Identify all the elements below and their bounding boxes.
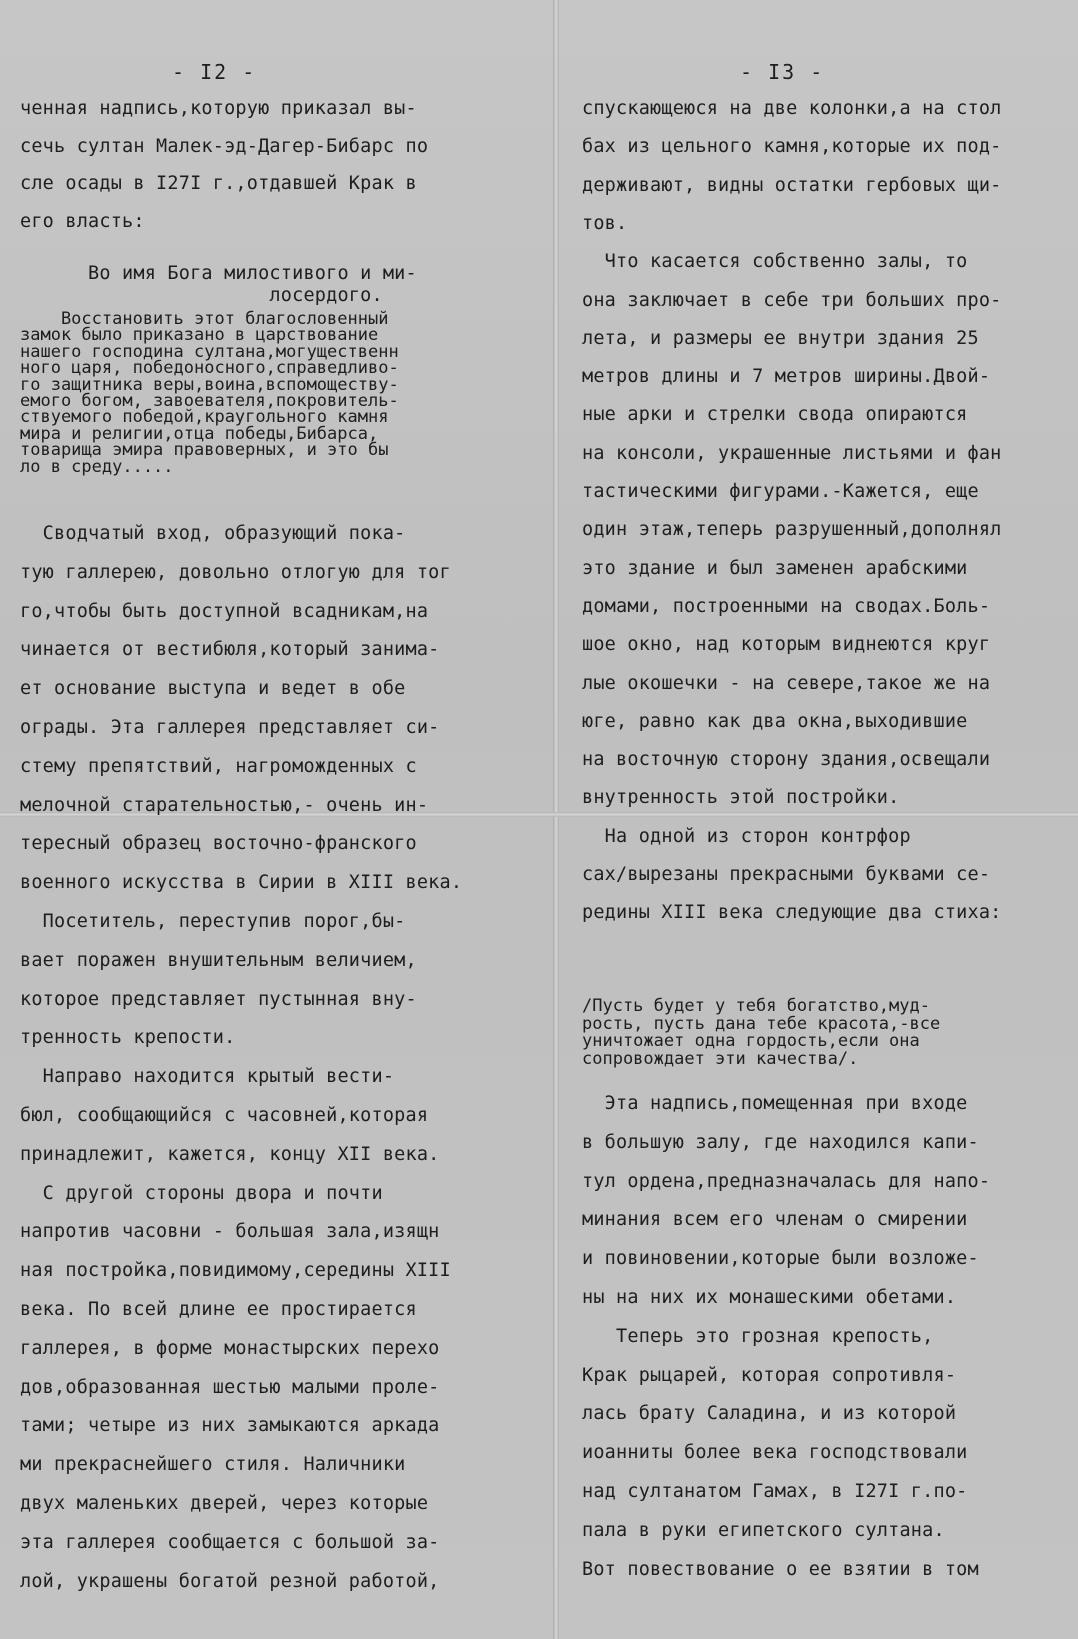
inscription-line: ло в среду..... — [20, 456, 174, 477]
text-line: на восточную сторону здания,освещали — [582, 749, 991, 771]
text-line: минания всем его членам о смирении — [582, 1209, 968, 1231]
text-line: напротив часовни - большая зала,изящн — [20, 1221, 440, 1243]
text-line: домами, построенными на сводах.Боль- — [582, 595, 991, 617]
text-line: принадлежит, кажется, концу XII века. — [20, 1143, 440, 1165]
text-line: тренность крепости. — [20, 1027, 236, 1049]
text-line: двух маленьких дверей, через которые — [20, 1493, 429, 1514]
text-line: Крак рыцарей, которая сопротивля- — [582, 1364, 957, 1386]
verse-line: сопровождает эти качества/. — [582, 1048, 859, 1069]
text-line: его власть: — [20, 210, 145, 232]
text-line: и повиновении,которые были возложе- — [582, 1248, 979, 1270]
text-line: над султанатом Гамах, в I27I г.по- — [582, 1481, 968, 1502]
text-line: тастическими фигурами.-Кажется, еще — [582, 481, 979, 502]
text-line: мелочной старательностью,- очень ин- — [20, 794, 429, 816]
text-line: бах из цельного камня,которые их под- — [582, 136, 1002, 158]
text-line: иоанниты более века господствовали — [582, 1442, 968, 1464]
text-line: Вот повествование о ее взятии в том — [582, 1558, 979, 1580]
text-line: тересный образец восточно-франского — [20, 833, 417, 855]
text-line: дов,образованная шестью малыми проле- — [20, 1376, 440, 1398]
verse-line: рость, пусть дана тебе красота,-все — [582, 1013, 941, 1034]
text-line: бюл, сообщающийся с часовней,которая — [20, 1105, 429, 1126]
text-line: пала в руки египетского султана. — [582, 1519, 945, 1541]
inscription-line: Восстановить этот благословенный — [20, 309, 389, 329]
text-line: Теперь это грозная крепость, — [582, 1325, 934, 1347]
text-line: ет основание выступа и ведет в обе — [20, 678, 406, 700]
text-line: чинается от вестибюля,который занима- — [20, 639, 440, 661]
invocation-line: лосердого. — [20, 285, 383, 306]
text-line: С другой стороны двора и почти — [20, 1182, 383, 1204]
text-line: ные арки и стрелки свода опираются — [582, 404, 968, 426]
inscription-line: товарища эмира правоверных, и это бы — [20, 440, 389, 461]
inscription-line: ствуемого победой,краугольного камня — [20, 407, 389, 428]
text-line: юге, равно как два окна,выходившие — [582, 710, 968, 732]
text-line: Сводчатый вход, образующий пока- — [20, 523, 406, 544]
text-line: тов. — [582, 212, 628, 234]
text-line: один этаж,теперь разрушенный,дополнял — [582, 519, 1002, 541]
text-line: военного искусства в Сирии в XIII века. — [20, 872, 463, 894]
text-line: ми прекраснейшего стиля. Наличники — [20, 1454, 406, 1476]
text-line: тами; четыре из них замыкаются аркада — [20, 1415, 440, 1437]
text-line: лой, украшены богатой резной работой, — [20, 1570, 440, 1592]
right-page — [560, 0, 1078, 1639]
text-line: редины XIII века следующие два стиха: — [582, 902, 1002, 924]
text-line: сечь султан Малек-эд-Дагер-Бибарс по — [20, 135, 429, 157]
inscription-line: мира и религии,отца победы,Бибарса, — [20, 423, 379, 444]
text-line: на консоли, украшенные листьями и фан — [582, 442, 1002, 464]
text-line: Направо находится крытый вести- — [20, 1066, 395, 1088]
text-line: го,чтобы быть доступной всадникам,на — [20, 600, 429, 622]
text-line: сах/вырезаны прекрасными буквами се- — [582, 864, 991, 885]
text-line: она заключает в себе три больших про- — [582, 289, 1002, 311]
text-line: стему препятствий, нагроможденных с — [20, 755, 417, 777]
text-line: внутренность этой постройки. — [582, 787, 900, 809]
text-line: Что касается собственно залы, то — [582, 251, 968, 273]
page-number: - I2 - — [172, 60, 257, 84]
text-line: века. По всей длине ее простирается — [20, 1299, 417, 1320]
inscription-line: го защитника веры,воина,вспомоществу- — [20, 374, 399, 395]
text-line: ограды. Эта галлерея представляет си- — [20, 717, 440, 738]
text-line: Посетитель, переступив порог,бы- — [20, 911, 406, 932]
text-line: держивают, видны остатки гербовых щи- — [582, 174, 1002, 196]
text-line: это здание и был заменен арабскими — [582, 557, 968, 579]
vertical-fold-crease — [553, 0, 559, 1639]
text-line: галлерея, в форме монастырских перехо — [20, 1337, 440, 1359]
text-line: тую галлерею, довольно отлогую для тог — [20, 561, 451, 583]
text-line: тул ордена,предназначалась для напо- — [582, 1170, 991, 1192]
text-line: метров длины и 7 метров ширины.Двой- — [582, 366, 991, 388]
text-line: На одной из сторон контрфор — [582, 825, 911, 847]
inscription-line: ного царя, победоносного,справедливо- — [20, 358, 399, 379]
verse-line: уничтожает одна гордость,если она — [582, 1031, 920, 1051]
text-line: шое окно, над которым виднеются круг — [582, 634, 991, 656]
inscription-line: нашего господина султана,могущественн — [20, 341, 399, 362]
text-line: лась брату Саладина, и из которой — [582, 1403, 957, 1425]
inscription-line: замок было приказано в царствование — [20, 325, 379, 346]
invocation-line: Во имя Бога милостивого и ми- — [20, 263, 417, 284]
text-line: сле осады в I27I г.,отдавшей Крак в — [20, 173, 417, 194]
text-line: вает поражен внушительным величием, — [20, 949, 417, 971]
text-line: лые окошечки - на севере,такое же на — [582, 672, 991, 694]
text-line: в большую залу, где находился капи- — [582, 1131, 979, 1153]
text-line: лета, и размеры ее внутри здания 25 — [582, 327, 979, 349]
text-line: спускающеюся на две колонки,а на стол — [582, 98, 1002, 119]
text-line: которое представляет пустынная вну- — [20, 988, 417, 1010]
inscription-line: емого богом, завоевателя,покровитель- — [20, 391, 399, 411]
text-line: ная постройка,повидимому,середины XIII — [20, 1260, 451, 1282]
text-line: ны на них их монашескими обетами. — [582, 1287, 957, 1308]
text-line: ченная надпись,которую приказал вы- — [20, 98, 417, 119]
text-line: Эта надпись,помещенная при входе — [582, 1093, 968, 1114]
page-number: - I3 - — [740, 60, 825, 84]
verse-line: /Пусть будет у тебя богатство,муд- — [582, 996, 930, 1016]
text-line: эта галлерея сообщается с большой за- — [20, 1531, 440, 1553]
